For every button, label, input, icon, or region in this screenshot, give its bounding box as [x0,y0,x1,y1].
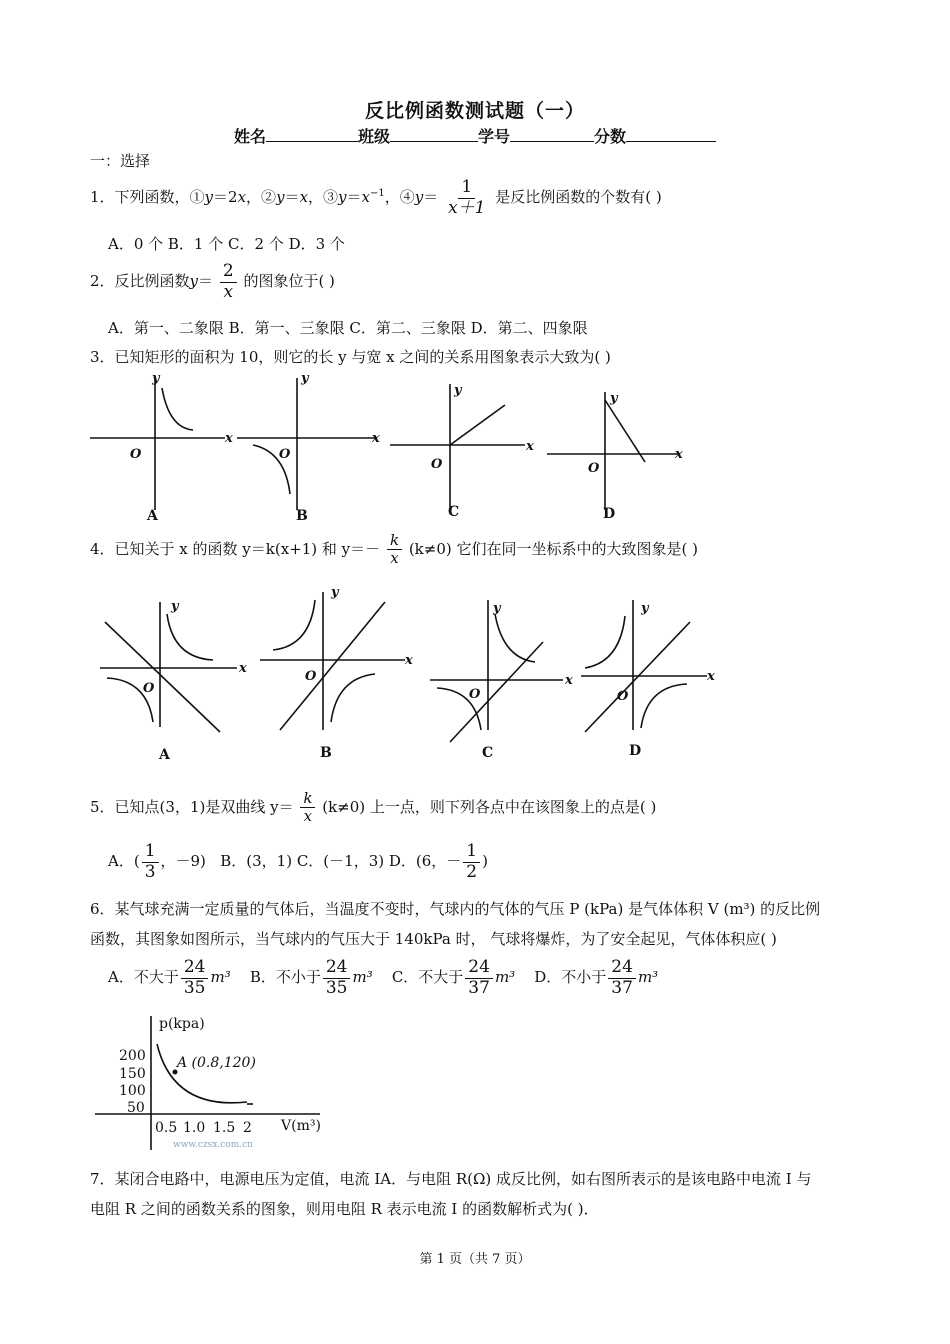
graph-a-line [105,622,220,732]
graph-a-curve-1 [167,614,213,660]
question-2: 2．反比例函数y＝ $\frac{2}{x}$ 的图象位于( ) [90,261,335,302]
graph-a-label: A [147,508,158,524]
fraction: $\frac{24}{37}$ [465,958,493,998]
pv-curve [157,1044,247,1103]
svg-text:x: x [225,431,233,446]
question-7-line-2: 电阻 R 之间的函数关系的图象，则用电阻 R 表示电流 I 的函数解析式为( )． [90,1200,599,1218]
svg-text:x: x [675,447,683,462]
graph-d-label: D [629,743,642,759]
section-heading: 一：选择 [90,152,151,170]
number-label: 学号 [478,127,511,146]
question-4: 4．已知关于 x 的函数 y＝k(x+1) 和 y＝－ $\frac{k}{x}$ (k≠0) 它们在同一坐标系中的大致图象是( ) [90,531,698,568]
fraction: $\frac{1}{2}$ [463,842,480,882]
svg-text:O: O [588,461,600,476]
svg-text:x: x [707,669,715,684]
svg-text:O: O [617,689,629,704]
svg-text:50: 50 [127,1100,145,1116]
question-2-options: A．第一、二象限 B．第一、三象限 C．第二、三象限 D．第二、四象限 [108,319,588,337]
class-blank [390,127,478,142]
graph-d-line [605,400,645,462]
svg-text:1.5: 1.5 [213,1120,236,1136]
svg-text:y: y [331,585,339,600]
fraction: $\frac{24}{37}$ [608,958,636,998]
svg-text:x: x [565,673,573,688]
svg-text:O: O [279,447,291,462]
svg-text:O: O [305,669,317,684]
svg-text:y: y [171,599,179,614]
class-label: 班级 [357,127,390,146]
question-1-options: A．0 个 B．1 个 C．2 个 D．3 个 [108,235,345,253]
svg-text:y: y [493,601,501,616]
svg-text:O: O [431,457,443,472]
svg-text:150: 150 [119,1066,146,1082]
graph-d-label: D [603,506,616,522]
question-3-graphs [85,370,705,530]
graph-d-line [585,622,690,732]
svg-text:y: y [610,391,618,406]
graph-a-curve [162,388,193,430]
fraction: $\frac{k}{x}$ [300,790,315,826]
graph-d-curve-1 [585,616,625,668]
fraction: $\frac{1}{x+1}$ [448,177,486,218]
score-blank [626,127,716,142]
question-6-line-1: 6．某气球充满一定质量的气体后，当温度不变时，气球内的气体的气压 P (kPa) 是气体体积 V (m³) 的反比例 [90,900,821,918]
x-axis-label: V(m³) [281,1118,321,1134]
graph-c-label: C [482,745,494,761]
question-5: 5．已知点(3，1)是双曲线 y＝ $\frac{k}{x}$ (k≠0) 上一点，则下列各点中在该图象上的点是( ) [90,789,657,826]
score-label: 分数 [594,127,627,146]
svg-text:y: y [641,601,649,616]
fraction: $\frac{24}{35}$ [181,958,209,998]
graph-a-label: A [159,747,170,763]
graph-c-line [450,642,543,742]
svg-text:1.0: 1.0 [183,1120,206,1136]
graph-b-curve-2 [331,674,375,722]
number-blank [510,127,594,142]
axis-label: y [152,371,160,386]
question-6-options: A．不大于 $\frac{24}{35}$ m³ B．不小于 $\frac{24}{35}$ m³ C．不大于 $\frac{24}{37}$ m³ D．不小于 $\frac{24}{37}$ m³ [108,957,659,998]
fraction: $\frac{2}{x}$ [220,262,237,302]
graph-c-line [450,405,505,445]
watermark: www.czsx.com.cn [173,1140,253,1150]
svg-text:x: x [405,653,413,668]
y-axis-label: p(kpa) [159,1016,205,1032]
svg-text:100: 100 [119,1083,146,1099]
svg-text:O: O [469,687,481,702]
svg-text:2: 2 [243,1120,252,1136]
graph-c-curve-1 [495,614,535,662]
fraction: $\frac{24}{35}$ [323,958,351,998]
pressure-volume-graph [95,1010,335,1155]
fraction: $\frac{1}{3}$ [142,842,159,882]
page-title: 反比例函数测试题（一） [364,100,585,122]
svg-text:200: 200 [119,1048,146,1064]
svg-text:y: y [301,371,309,386]
question-3: 3．已知矩形的面积为 10，则它的长 y 与宽 x 之间的关系用图象表示大致为( ) [90,348,611,366]
graph-b-curve-1 [273,600,315,650]
svg-text:O: O [143,681,155,696]
graph-b-label: B [296,508,308,524]
svg-text:x: x [372,431,380,446]
question-1: 1．下列函数，①y＝2x，②y＝x，$③y=x^{-1}$，④y＝ $\frac{1}{x+1}$ 是反比例函数的个数有( ) [90,177,662,218]
student-info [0,124,950,147]
svg-text:x: x [239,661,247,676]
graph-b-label: B [320,745,332,761]
graph-c-label: C [448,504,460,520]
page-footer: 第 1 页（共 7 页） [419,1252,531,1267]
fraction: $\frac{k}{x}$ [387,532,402,568]
name-label: 姓名 [233,127,266,146]
svg-text:0.5: 0.5 [155,1120,178,1136]
svg-text:O: O [130,447,142,462]
point-label: A (0.8,120) [177,1055,256,1071]
name-blank [266,127,358,142]
svg-text:y: y [454,383,462,398]
graph-d-curve-2 [641,684,687,728]
question-6-line-2: 函数，其图象如图所示，当气球内的气压大于 140kPa 时， 气球将爆炸，为了安全起见，气体体积应( ) [90,930,777,948]
svg-text:x: x [526,439,534,454]
question-4-graphs [95,582,720,767]
question-7-line-1: 7．某闭合电路中，电源电压为定值，电流 IA．与电阻 R(Ω) 成反比例，如右图所表示的是该电路中电流 I 与 [90,1170,812,1188]
question-5-options: A．( $\frac{1}{3}$ ，－9) B．(3，1) C．(－1，3) D．(6，－ $\frac{1}{2}$ ) [108,841,488,882]
